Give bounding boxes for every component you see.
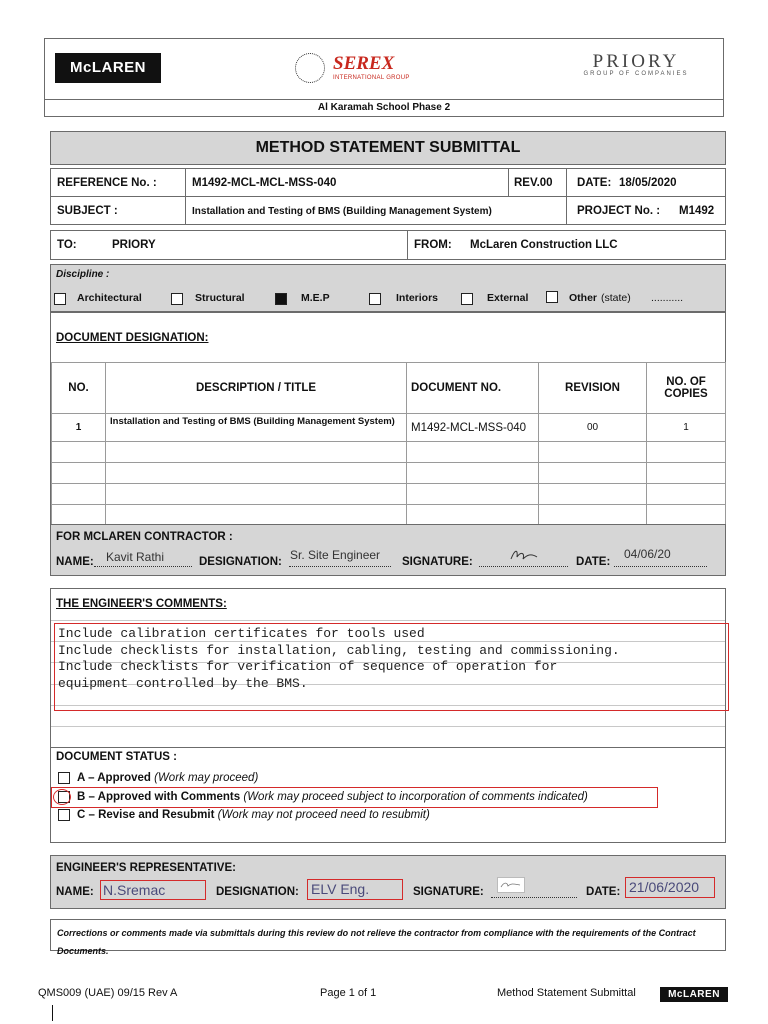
table-row bbox=[52, 414, 726, 442]
comment-line: Include calibration certificates for tools used bbox=[58, 626, 425, 641]
discipline-other-hint: (state) bbox=[601, 292, 631, 304]
engineer-rep-date-value: 21/06/2020 bbox=[629, 879, 700, 895]
form-title: METHOD STATEMENT SUBMITTAL bbox=[255, 139, 521, 156]
engineer-rep-designation-field[interactable] bbox=[307, 879, 403, 900]
comment-line: Include checklists for verification of sequence of operation for bbox=[58, 659, 558, 674]
contractor-title: FOR MCLAREN CONTRACTOR : bbox=[56, 531, 233, 543]
date-label: DATE: bbox=[577, 177, 612, 189]
status-option-a[interactable] bbox=[58, 772, 658, 788]
discipline-option-label: M.E.P bbox=[301, 292, 330, 304]
contractor-designation-value[interactable]: Sr. Site Engineer bbox=[290, 548, 381, 562]
footer-doc-title: Method Statement Submittal bbox=[497, 987, 636, 999]
contractor-signature-mark bbox=[509, 547, 539, 563]
reference-block bbox=[50, 168, 726, 225]
row-document-no: M1492-MCL-MSS-040 bbox=[407, 414, 539, 442]
discipline-other-label: Other bbox=[569, 292, 598, 304]
disclaimer-text: Corrections or comments made via submittals during this review do not relieve the contractor from compliance with the requirements of the Contract Documents. bbox=[57, 928, 696, 956]
comment-line: Include checklists for installation, cabling, testing and commissioning. bbox=[58, 643, 620, 658]
project-no-value: M1492 bbox=[679, 205, 715, 217]
engineer-rep-name-value: N.Sremac bbox=[103, 882, 166, 898]
document-status-title: DOCUMENT STATUS : bbox=[56, 751, 177, 763]
project-no-cell bbox=[567, 197, 725, 224]
to-value: PRIORY bbox=[112, 239, 156, 251]
discipline-option-label: External bbox=[487, 292, 529, 304]
contractor-designation-label: DESIGNATION: bbox=[199, 556, 282, 568]
document-designation-section bbox=[50, 312, 726, 526]
to-cell bbox=[51, 231, 408, 259]
table-row bbox=[52, 484, 726, 505]
engineer-rep-signature-label: SIGNATURE: bbox=[413, 886, 484, 898]
engineer-rep-date-label: DATE: bbox=[586, 886, 621, 898]
checkbox-icon[interactable] bbox=[546, 291, 558, 303]
table-row bbox=[52, 442, 726, 463]
contractor-signature-label: SIGNATURE: bbox=[402, 556, 473, 568]
subject-label-cell bbox=[51, 197, 186, 224]
from-label: FROM: bbox=[414, 239, 452, 251]
priory-logo-text: PRIORY bbox=[592, 51, 680, 72]
table-row bbox=[52, 505, 726, 526]
checkbox-checked-icon[interactable] bbox=[275, 293, 287, 305]
revision-value: REV.00 bbox=[514, 177, 553, 189]
col-header-copies: NO. OF COPIES bbox=[647, 363, 726, 414]
project-name-bar bbox=[44, 99, 724, 117]
table-row bbox=[52, 463, 726, 484]
discipline-label: Discipline : bbox=[56, 269, 110, 280]
checkbox-icon[interactable] bbox=[58, 809, 70, 821]
priory-logo bbox=[561, 51, 711, 87]
contractor-name-value[interactable]: Kavit Rathi bbox=[106, 550, 165, 564]
header-logo-box bbox=[44, 38, 724, 100]
subject-value: Installation and Testing of BMS (Building Management System) bbox=[192, 206, 492, 217]
serex-logo bbox=[295, 51, 425, 87]
mclaren-logo: McLAREN bbox=[55, 53, 161, 83]
checkbox-icon[interactable] bbox=[54, 293, 66, 305]
status-option-c[interactable] bbox=[58, 809, 658, 825]
status-option-code: B – Approved with Comments bbox=[77, 791, 241, 803]
comments-text-box[interactable] bbox=[54, 623, 729, 711]
ref-value-cell bbox=[186, 169, 509, 197]
to-from-block bbox=[50, 230, 726, 260]
status-option-text bbox=[77, 809, 430, 821]
footer-mclaren-logo: McLAREN bbox=[660, 987, 728, 1002]
reference-label: REFERENCE No. : bbox=[57, 177, 157, 189]
status-option-note: (Work may proceed subject to incorporation of comments indicated) bbox=[243, 791, 588, 803]
contractor-section bbox=[50, 524, 726, 576]
engineer-rep-designation-label: DESIGNATION: bbox=[216, 886, 299, 898]
serex-logo-text: SEREX bbox=[333, 53, 395, 74]
engineer-rep-date-field[interactable] bbox=[625, 877, 715, 898]
text-cursor bbox=[52, 1005, 53, 1021]
engineer-rep-signature-stamp bbox=[497, 877, 525, 893]
reference-value: M1492-MCL-MCL-MSS-040 bbox=[192, 177, 337, 189]
row-no: 1 bbox=[52, 414, 106, 442]
comment-ruled-line bbox=[51, 726, 725, 727]
ref-label-cell bbox=[51, 169, 186, 197]
row-revision: 00 bbox=[539, 414, 647, 442]
engineer-rep-designation-value: ELV Eng. bbox=[311, 881, 370, 897]
serex-logo-subtext: INTERNATIONAL GROUP bbox=[333, 75, 410, 81]
checkbox-icon[interactable] bbox=[58, 772, 70, 784]
row-copies: 1 bbox=[647, 414, 726, 442]
from-cell bbox=[408, 231, 725, 259]
project-name: Al Karamah School Phase 2 bbox=[317, 102, 451, 113]
status-option-text bbox=[77, 772, 258, 784]
subject-value-cell bbox=[186, 197, 567, 224]
from-value: McLaren Construction LLC bbox=[470, 239, 618, 251]
col-header-revision: REVISION bbox=[539, 363, 647, 414]
checkbox-icon[interactable] bbox=[171, 293, 183, 305]
project-no-label: PROJECT No. : bbox=[577, 205, 661, 217]
date-value: 18/05/2020 bbox=[619, 177, 677, 189]
designation-title: DOCUMENT DESIGNATION: bbox=[56, 332, 209, 344]
comment-ruled-line bbox=[51, 620, 725, 621]
discipline-other-field[interactable]: ........... bbox=[651, 292, 684, 304]
checkbox-icon[interactable] bbox=[369, 293, 381, 305]
to-label: TO: bbox=[57, 239, 77, 251]
checkbox-icon[interactable] bbox=[461, 293, 473, 305]
status-b-circle-mark bbox=[53, 789, 71, 805]
rev-cell bbox=[509, 169, 567, 197]
status-option-code: A – Approved bbox=[77, 772, 151, 784]
discipline-option-label: Structural bbox=[195, 292, 245, 304]
discipline-option-label: Architectural bbox=[77, 292, 142, 304]
col-header-description: DESCRIPTION / TITLE bbox=[106, 363, 407, 414]
footer-page-number: Page 1 of 1 bbox=[320, 987, 377, 999]
engineer-rep-signature-mark bbox=[498, 878, 524, 892]
serex-star-icon bbox=[295, 53, 325, 83]
contractor-date-label: DATE: bbox=[576, 556, 611, 568]
designation-table bbox=[51, 362, 725, 526]
priory-logo-subtext: GROUP OF COMPANIES bbox=[583, 71, 689, 77]
engineer-rep-name-label: NAME: bbox=[56, 886, 94, 898]
status-option-note: (Work may proceed) bbox=[154, 772, 259, 784]
row-title: Installation and Testing of BMS (Building Management System) bbox=[106, 414, 407, 442]
col-header-document-no: DOCUMENT NO. bbox=[407, 363, 539, 414]
col-header-no: NO. bbox=[52, 363, 106, 414]
comment-line: equipment controlled by the BMS. bbox=[58, 676, 308, 691]
contractor-name-label: NAME: bbox=[56, 556, 94, 568]
engineer-rep-title: ENGINEER'S REPRESENTATIVE: bbox=[56, 862, 236, 874]
disclaimer-box bbox=[50, 919, 726, 956]
status-option-code: C – Revise and Resubmit bbox=[77, 809, 215, 821]
footer-form-code: QMS009 (UAE) 09/15 Rev A bbox=[38, 987, 178, 999]
status-option-note: (Work may not proceed need to resubmit) bbox=[217, 809, 430, 821]
form-title-bar bbox=[50, 131, 726, 165]
engineer-rep-name-field[interactable] bbox=[100, 880, 206, 900]
status-b-selection-box bbox=[51, 787, 658, 808]
date-cell bbox=[567, 169, 725, 197]
discipline-option-label: Interiors bbox=[396, 292, 439, 304]
subject-label: SUBJECT : bbox=[57, 205, 118, 217]
contractor-date-value[interactable]: 04/06/20 bbox=[624, 547, 671, 561]
discipline-bar bbox=[50, 264, 726, 312]
engineer-comments-title: THE ENGINEER'S COMMENTS: bbox=[56, 598, 227, 610]
